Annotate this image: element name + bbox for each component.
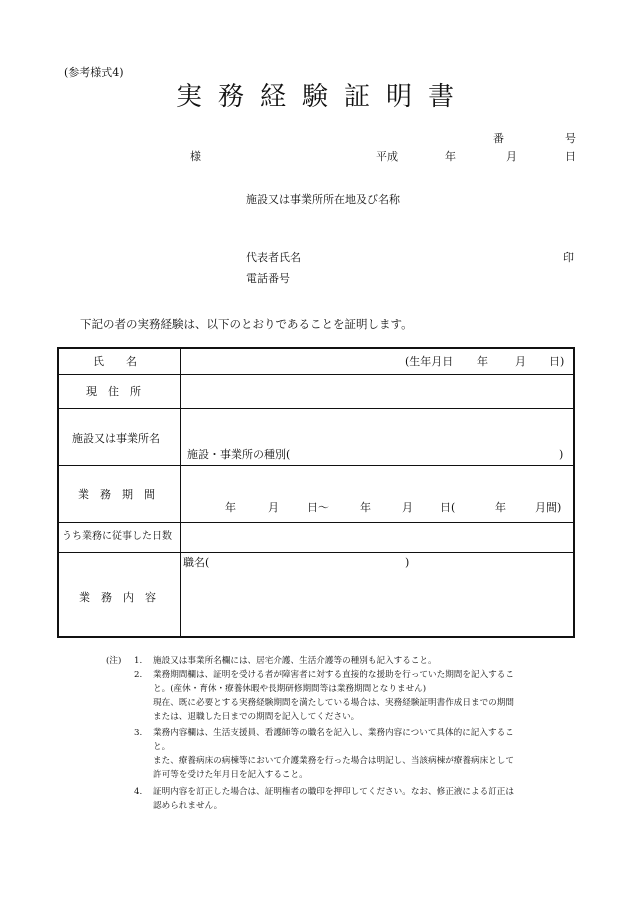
document-title: 実務経験証明書 (176, 82, 471, 112)
period-end-month: 月 (402, 501, 413, 514)
address-label: 現 住 所 (86, 385, 141, 398)
period-total-years: 年 (495, 501, 506, 514)
job-title-close: ) (405, 556, 410, 569)
work-content-label: 業 務 内 容 (79, 591, 156, 604)
note-2-line-1: 業務期間欄は、証明を受ける者が障害者に対する直接的な援助を行っていた期間を記入するこ (153, 670, 514, 680)
certification-statement: 下記の者の実務経験は、以下のとおりであることを証明します。 (80, 317, 413, 331)
note-number: 4. (134, 787, 143, 797)
seal-mark: 印 (563, 251, 574, 264)
birth-day-label: 日) (549, 355, 565, 368)
name-label: 氏 名 (93, 355, 137, 368)
table-column-divider (180, 349, 181, 636)
note-3-line-1: 業務内容欄は、生活支援員、看護師等の職名を記入し、業務内容について具体的に記入するこ (153, 728, 514, 738)
date-day-label: 日 (565, 150, 576, 163)
birth-year-label: 年 (477, 355, 488, 368)
note-3-line-3: また、療養病床の病棟等において介護業務を行った場合は明記し、当該病棟が療養病床として (153, 756, 514, 766)
notes-prefix: (注) (106, 656, 122, 666)
table-row-divider (59, 552, 573, 553)
birth-date-prefix: (生年月日 (405, 355, 454, 368)
note-number: 1. (134, 656, 143, 666)
note-2-line-4: または、退職した日までの期間を記入してください。 (153, 712, 360, 722)
table-row-divider (59, 408, 573, 409)
period-start-month: 月 (268, 501, 279, 514)
issuer-facility-label: 施設又は事業所所在地及び名称 (246, 193, 400, 206)
work-period-label: 業 務 期 間 (78, 488, 155, 501)
period-total-months: 月間) (535, 501, 562, 514)
facility-type-label: 施設・事業所の種別( (187, 448, 291, 461)
form-reference: (参考様式4) (64, 66, 124, 79)
representative-label: 代表者氏名 (246, 251, 301, 264)
birth-month-label: 月 (515, 355, 526, 368)
period-end-day: 日( (440, 501, 456, 514)
period-start-year: 年 (225, 501, 236, 514)
date-year-label: 年 (445, 150, 456, 163)
note-2-line-2: と。(産休・育休・療養休暇や長期研修期間等は業務期間となりません) (153, 684, 427, 694)
note-1-line-1: 施設又は事業所名欄には、居宅介護、生活介護等の種別も記入すること。 (153, 656, 437, 666)
note-number: 2. (134, 670, 143, 680)
addressee-suffix: 様 (190, 150, 201, 163)
number-label-a: 番 (493, 132, 504, 145)
period-end-year: 年 (360, 501, 371, 514)
note-2-line-3: 現在、既に必要とする実務経験期間を満たしている場合は、実務経験証明書作成日までの期間 (153, 698, 514, 708)
table-row-divider (59, 374, 573, 375)
facility-type-close: ) (559, 448, 564, 461)
note-3-line-2: と。 (153, 742, 171, 752)
table-row-divider (59, 465, 573, 466)
period-start-day: 日〜 (307, 501, 329, 514)
note-3-line-4: 許可等を受けた年月日を記入すること。 (153, 770, 308, 780)
experience-table (57, 347, 575, 638)
job-title-label: 職名( (183, 556, 210, 569)
note-number: 3. (134, 728, 143, 738)
days-worked-label: うち業務に従事した日数 (62, 531, 172, 542)
phone-label: 電話番号 (246, 272, 290, 285)
number-label-b: 号 (565, 132, 576, 145)
note-4-line-1: 証明内容を訂正した場合は、証明権者の職印を押印してください。なお、修正液による訂正は (153, 787, 514, 797)
date-month-label: 月 (506, 150, 517, 163)
table-row-divider (59, 522, 573, 523)
date-era: 平成 (376, 150, 398, 163)
facility-name-label: 施設又は事業所名 (72, 432, 160, 445)
note-4-line-2: 認められません。 (153, 801, 223, 811)
